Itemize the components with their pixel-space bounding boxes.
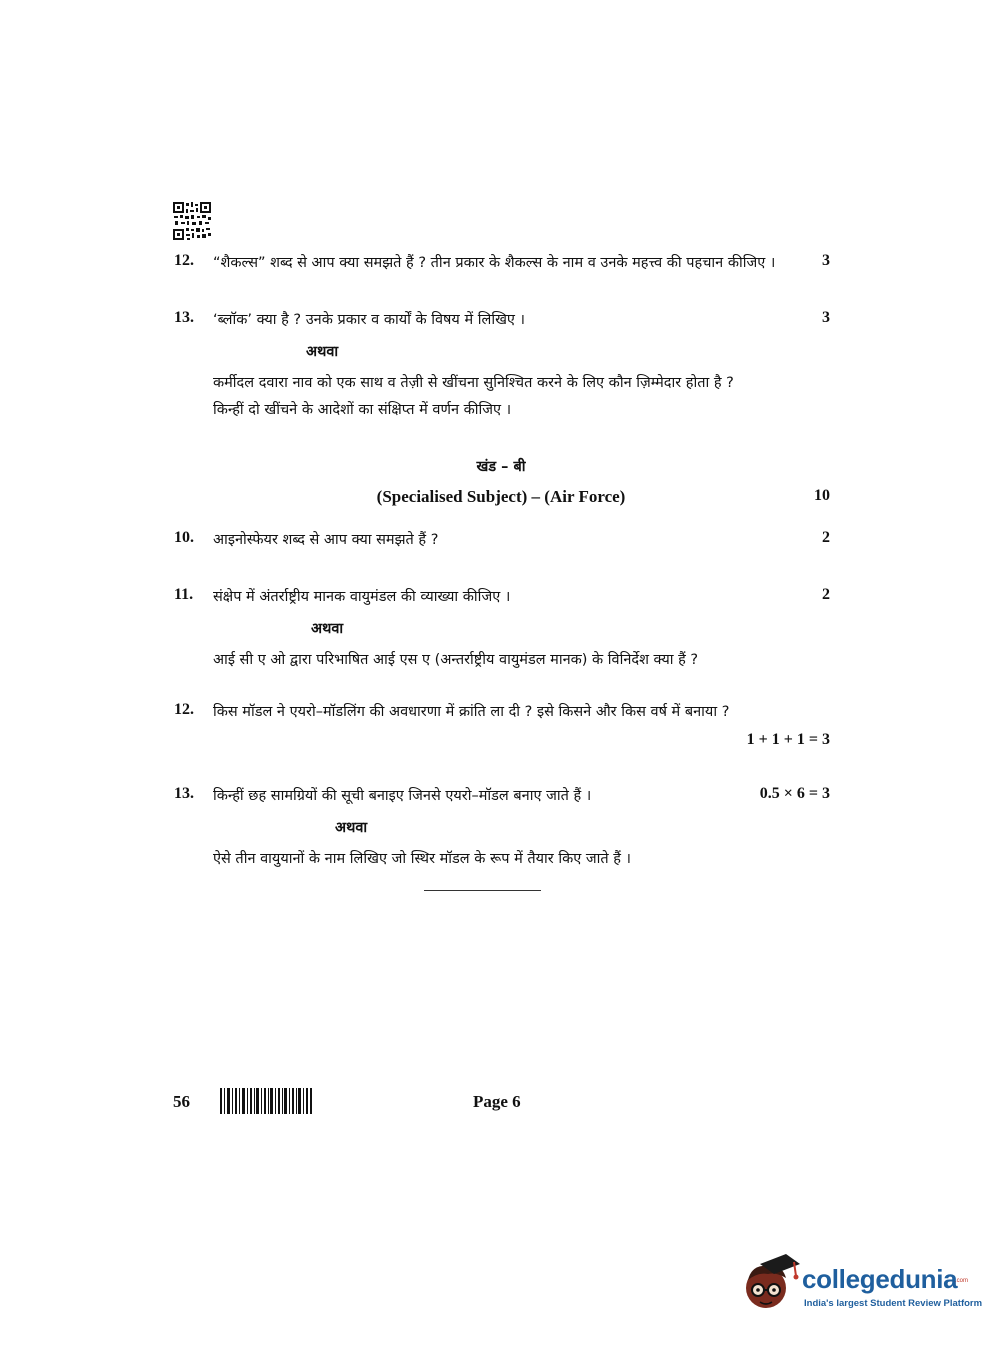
question-number: 10. <box>174 529 194 546</box>
paper-code: 56 <box>173 1092 190 1111</box>
question-marks: 2 <box>822 529 830 546</box>
section-heading: खंड – बी <box>476 459 526 475</box>
question-number: 11. <box>174 586 194 603</box>
alternative-question-line: आई सी ए ओ द्वारा परिभाषित आई एस ए (अन्तर्राष्ट्रीय वायुमंडल मानक) के विनिर्देश क्या हैं ? <box>213 652 699 668</box>
question-text: आइनोस्फेयर शब्द से आप क्या समझते हैं ? <box>213 532 439 548</box>
or-label: अथवा <box>335 820 368 836</box>
brand-domain-suffix: .com <box>955 1278 969 1284</box>
question-text: संक्षेप में अंतर्राष्ट्रीय मानक वायुमंडल की व्याख्या कीजिए । <box>213 589 511 605</box>
or-label: अथवा <box>311 621 344 637</box>
section-subheading: (Specialised Subject) – (Air Force) <box>376 487 626 506</box>
question-text: “शैकल्स” शब्द से आप क्या समझते हैं ? तीन प्रकार के शैकल्स के नाम व उनके महत्त्व की पहचान कीजिए । <box>213 255 776 271</box>
qr-code-icon <box>172 201 212 241</box>
question-number: 12. <box>174 252 194 269</box>
question-number: 12. <box>174 701 194 718</box>
question-number: 13. <box>174 309 194 326</box>
question-marks: 1 + 1 + 1 = 3 <box>746 731 830 748</box>
page-number: Page 6 <box>473 1092 521 1111</box>
question-number: 13. <box>174 785 194 802</box>
question-marks: 2 <box>822 586 830 603</box>
question-marks: 0.5 × 6 = 3 <box>759 785 830 802</box>
question-text: किन्हीं छह सामग्रियों की सूची बनाइए जिनसे एयरो–मॉडल बनाए जाते हैं । <box>213 788 592 804</box>
collegedunia-mascot-logo <box>742 1250 802 1314</box>
brand-tagline: India's largest Student Review Platform <box>804 1298 983 1309</box>
question-text: किस मॉडल ने एयरो–मॉडलिंग की अवधारणा में क्रांति ला दी ? इसे किसने और किस वर्ष में बनाया ? <box>213 704 730 720</box>
question-marks: 3 <box>822 309 830 326</box>
section-marks: 10 <box>814 487 830 504</box>
alternative-question-line: ऐसे तीन वायुयानों के नाम लिखिए जो स्थिर मॉडल के रूप में तैयार किए जाते हैं । <box>213 851 632 867</box>
alternative-question-line: कर्मीदल दवारा नाव को एक साथ व तेज़ी से खींचना सुनिश्चित करने के लिए कौन ज़िम्मेदार होता है ? <box>213 375 734 391</box>
alternative-question-line: किन्हीं दो खींचने के आदेशों का संक्षिप्त में वर्णन कीजिए । <box>213 402 512 418</box>
brand-name: collegedunia <box>802 1264 958 1294</box>
barcode-icon <box>220 1088 313 1114</box>
or-label: अथवा <box>306 344 339 360</box>
question-marks: 3 <box>822 252 830 269</box>
end-divider <box>424 890 541 891</box>
question-text: ‘ब्लॉक’ क्या है ? उनके प्रकार व कार्यों के विषय में लिखिए । <box>213 312 526 328</box>
